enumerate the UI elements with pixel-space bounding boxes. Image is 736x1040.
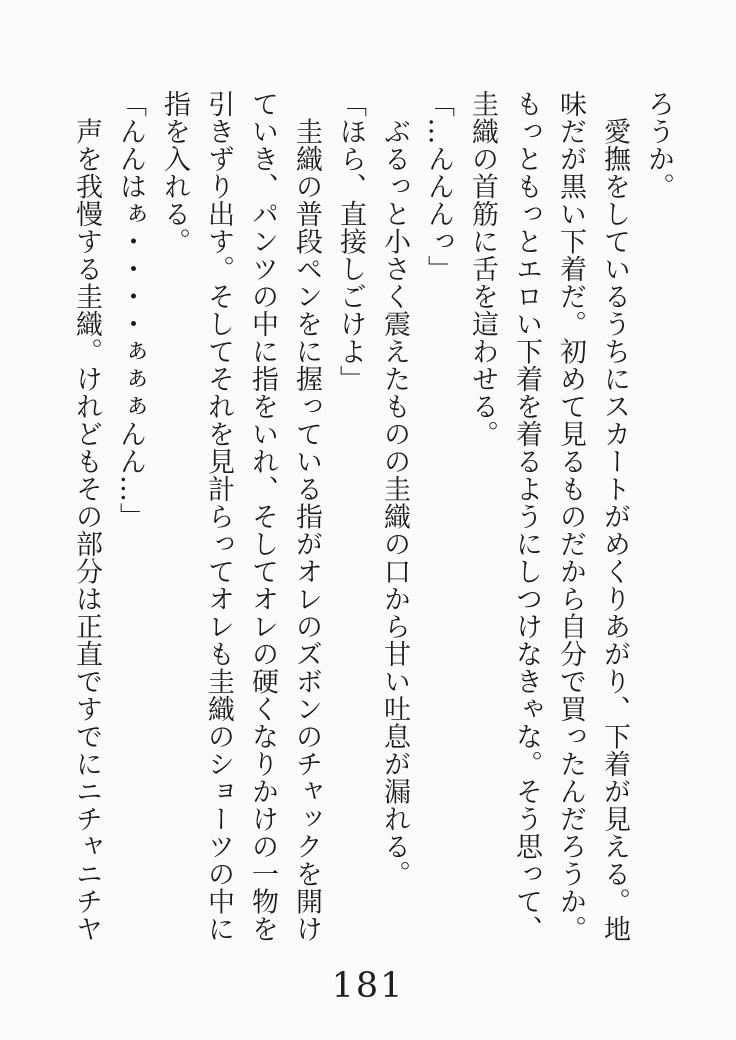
text-column: 引きずり出す。そしてそれを見計らってオレも圭織のショーツの中に: [203, 90, 234, 943]
text-column: 指を入れる。: [159, 90, 190, 255]
text-column: 愛撫をしているうちにスカートがめくりあがり、下着が見える。地: [599, 90, 630, 943]
text-column: 声を我慢する圭織。けれどもその部分は正直ですでにニチャニチヤ: [71, 90, 102, 943]
text-column: 圭織の普段ペンをに握っている指がオレのズボンのチャックを開け: [291, 90, 322, 943]
text-column: ていき、パンツの中に指をいれ、そしてオレの硬くなりかけの一物を: [247, 90, 278, 943]
page-number: 181: [331, 966, 405, 1006]
vertical-text-block: [64, 90, 680, 946]
text-column: 「…んんんっ」: [423, 90, 454, 283]
text-column: ろうか。: [643, 90, 674, 200]
text-column: 圭織の首筋に舌を這わせる。: [467, 90, 498, 448]
text-column: もっともっとエロい下着を着るようにしつけなきゃな。そう思って、: [511, 90, 542, 943]
text-column: 「ほら、直接しごけよ」: [335, 90, 366, 393]
text-column: 味だが黒い下着だ。初めて見るものだから自分で買ったんだろうか。: [555, 90, 586, 943]
text-column: ぶるっと小さく震えたものの圭織の口から甘い吐息が漏れる。: [379, 90, 410, 888]
text-column: 「んんはぁ・・・・ぁぁぁんん…」: [115, 90, 146, 530]
